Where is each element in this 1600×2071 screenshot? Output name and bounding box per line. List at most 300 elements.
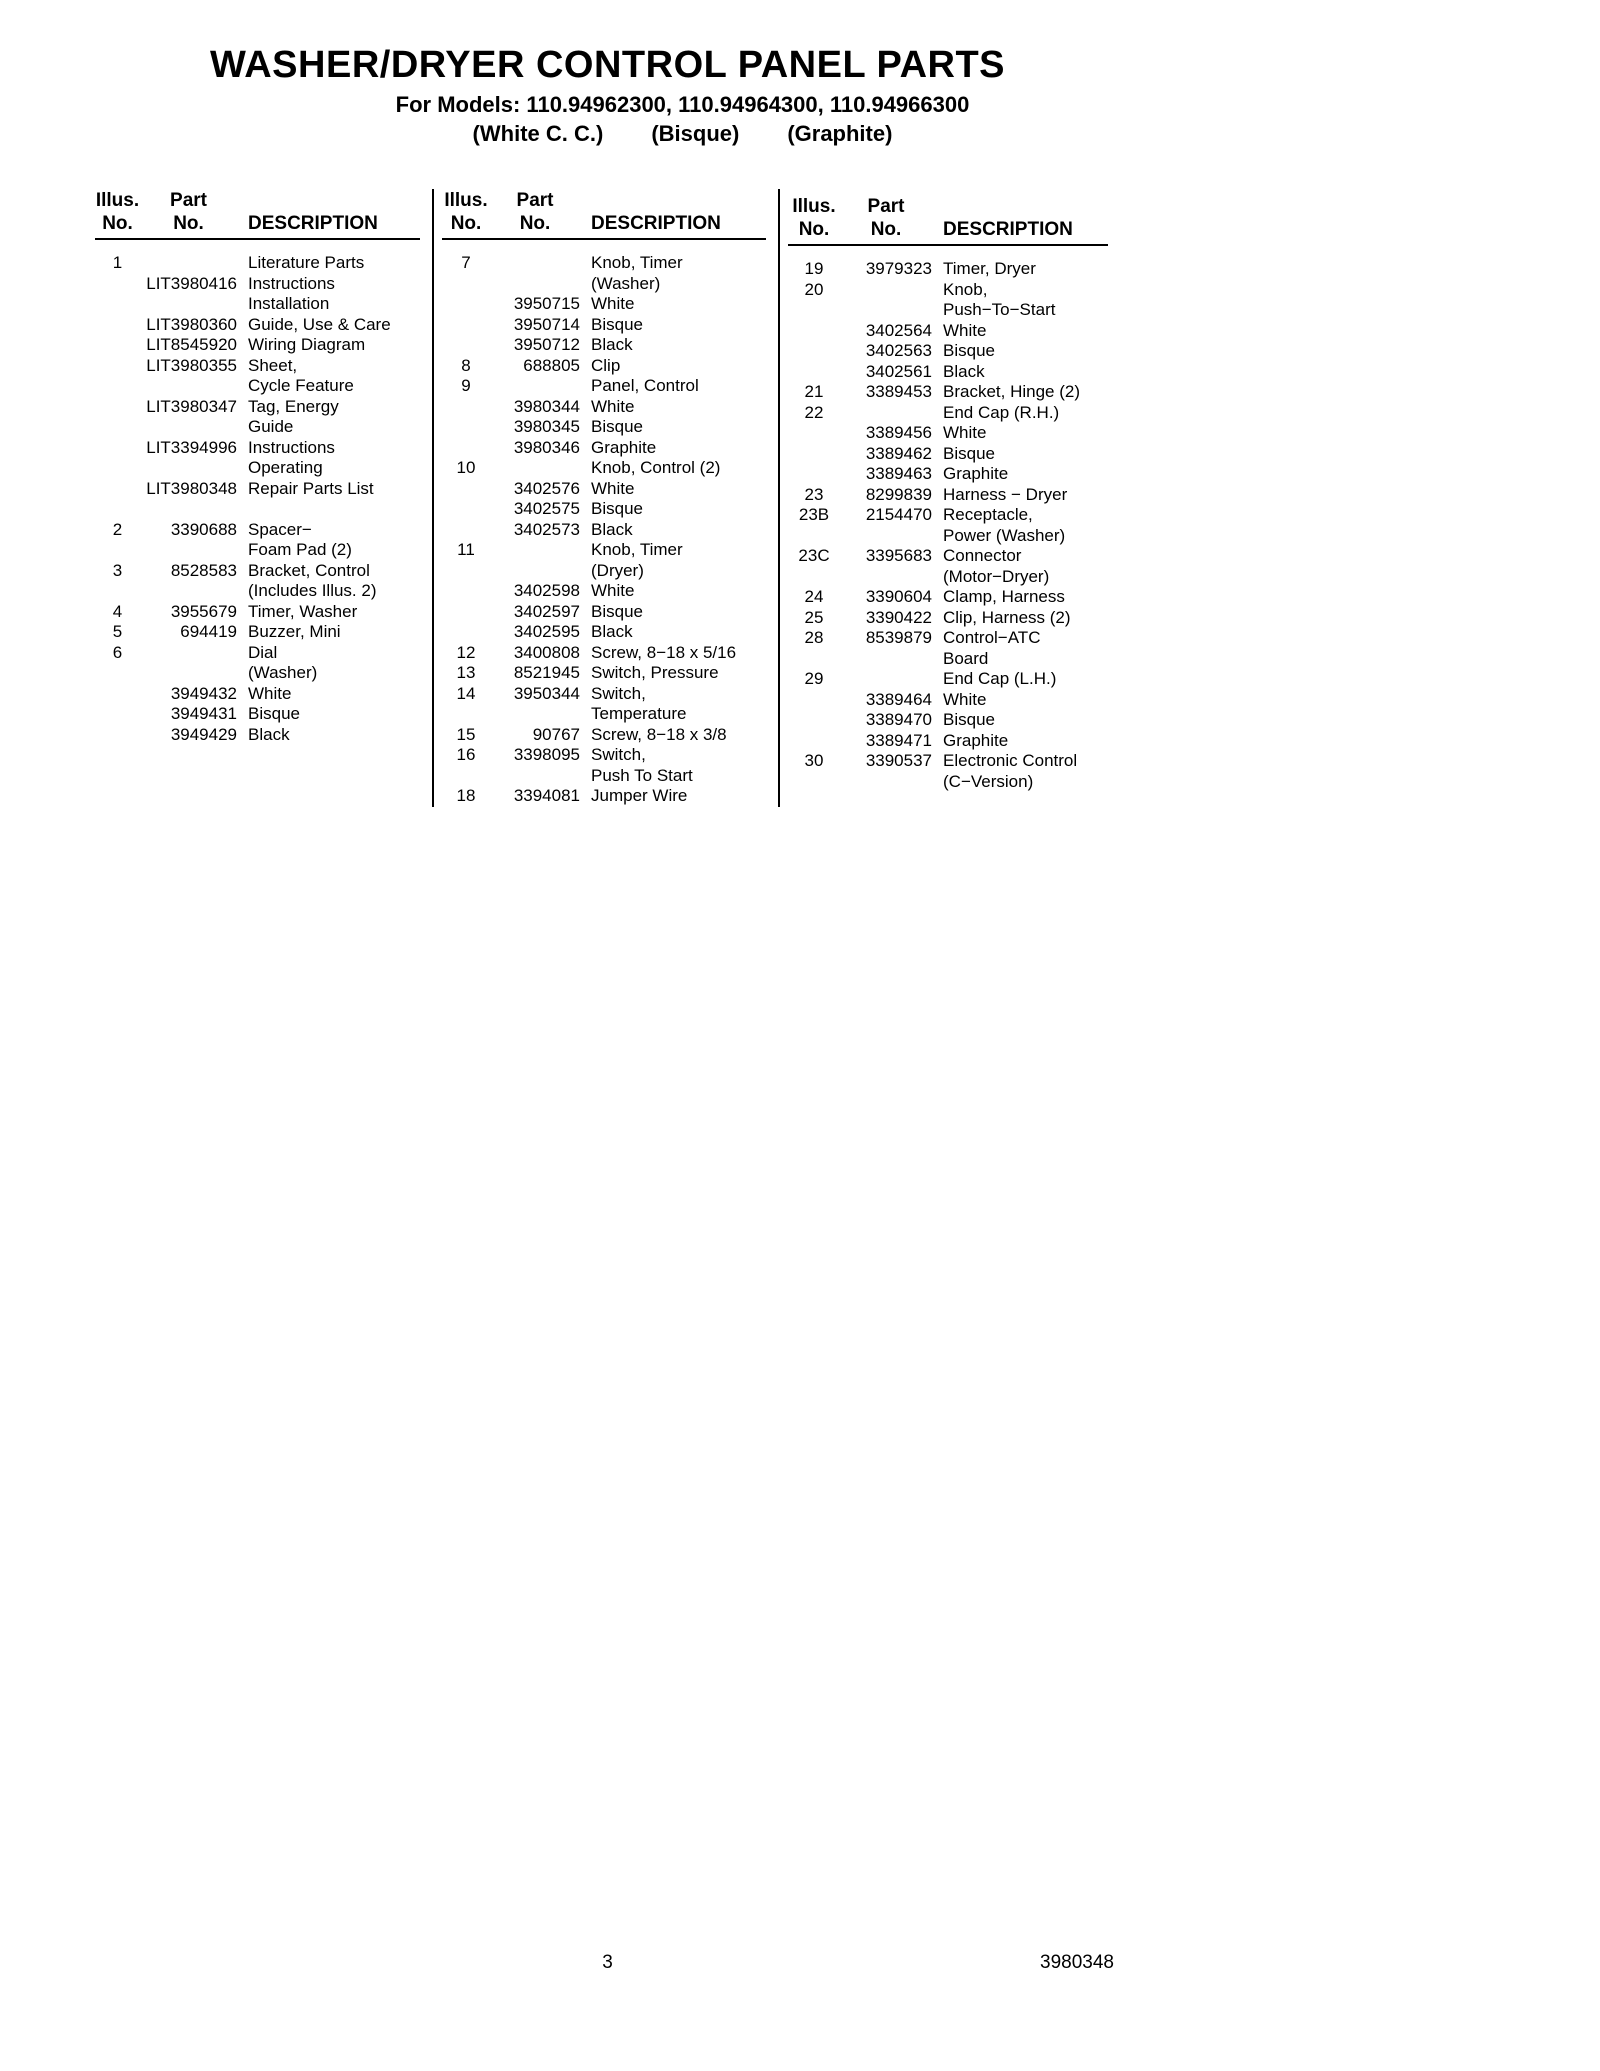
illus-no: 23B xyxy=(798,505,830,524)
table-row xyxy=(788,690,1120,711)
part-description: End Cap (R.H.) xyxy=(943,402,1060,422)
illus-no xyxy=(788,321,840,342)
part-description: Graphite xyxy=(943,730,1009,750)
part-no: 3398095 xyxy=(513,745,580,764)
part-description: Electronic Control xyxy=(943,751,1078,770)
table-row xyxy=(788,710,1120,731)
illus-no xyxy=(95,417,140,438)
part-no: 3400808 xyxy=(513,642,580,662)
table-row xyxy=(95,684,432,705)
part-no: 3402575 xyxy=(513,499,580,518)
part-description: Installation xyxy=(248,294,330,313)
color-variants xyxy=(95,121,1120,147)
header-desc-spacer xyxy=(580,189,778,212)
part-no: 3949431 xyxy=(170,704,237,723)
part-no: 3402561 xyxy=(865,361,932,381)
table-row xyxy=(442,704,778,725)
illus-no xyxy=(95,315,140,336)
illus-no xyxy=(442,581,490,602)
table-row xyxy=(442,315,778,336)
parts-column-2 xyxy=(432,189,778,807)
part-no xyxy=(140,417,237,438)
part-no: 3389464 xyxy=(865,689,932,709)
part-no: LIT3980416 xyxy=(146,273,237,293)
illus-no: 23 xyxy=(804,484,824,504)
part-description: Graphite xyxy=(591,437,657,457)
illus-no xyxy=(442,622,490,643)
part-no xyxy=(490,540,580,561)
illus-no: 5 xyxy=(112,622,123,641)
part-no xyxy=(490,704,580,725)
illus-no xyxy=(788,567,840,588)
part-no: 3980344 xyxy=(513,396,580,416)
part-no: LIT3980355 xyxy=(146,355,237,375)
illus-no xyxy=(788,690,840,711)
illus-no xyxy=(788,526,840,547)
illus-no: 19 xyxy=(804,259,824,278)
table-row xyxy=(442,376,778,397)
table-row xyxy=(442,581,778,602)
part-no xyxy=(140,253,237,274)
illus-no xyxy=(95,294,140,315)
illus-no xyxy=(788,731,840,752)
illus-no xyxy=(788,362,840,383)
part-description: Literature Parts xyxy=(248,253,365,272)
part-description: Bisque xyxy=(591,499,643,518)
part-no: 3394081 xyxy=(513,786,580,805)
part-no xyxy=(840,669,932,690)
table-row xyxy=(788,526,1120,547)
table-row xyxy=(788,485,1120,506)
part-description: White xyxy=(943,320,987,340)
table-row xyxy=(95,397,432,418)
part-no xyxy=(490,561,580,582)
illus-no xyxy=(442,479,490,500)
illus-no xyxy=(788,710,840,731)
table-row xyxy=(442,622,778,643)
part-no xyxy=(840,280,932,301)
illus-no xyxy=(95,684,140,705)
part-description: Knob, Timer xyxy=(591,253,683,272)
part-no xyxy=(140,376,237,397)
table-row xyxy=(788,669,1120,690)
table-row xyxy=(95,540,432,561)
part-description: Connector xyxy=(943,546,1022,565)
illus-no xyxy=(442,704,490,725)
illus-no xyxy=(442,274,490,295)
table-row xyxy=(788,382,1120,403)
part-no: 3390422 xyxy=(865,607,932,627)
part-no: 3402563 xyxy=(865,341,932,360)
part-description: Knob, Timer xyxy=(591,540,683,559)
part-no: 3390604 xyxy=(865,587,932,606)
part-no: 3389463 xyxy=(865,464,932,483)
header-row-2 xyxy=(788,218,1120,241)
table-row xyxy=(788,341,1120,362)
part-description: Bisque xyxy=(248,704,300,723)
table-row xyxy=(95,561,432,582)
part-description: (Includes Illus. 2) xyxy=(248,581,377,600)
illus-no xyxy=(95,581,140,602)
part-no xyxy=(140,458,237,479)
part-description: Repair Parts List xyxy=(248,478,374,498)
part-description: Black xyxy=(591,622,633,641)
table-row xyxy=(95,274,432,295)
part-no xyxy=(140,294,237,315)
part-description: Clip, Harness (2) xyxy=(943,607,1071,627)
part-description: (Washer) xyxy=(591,273,661,293)
part-no: 8299839 xyxy=(865,484,932,504)
part-description: Black xyxy=(591,335,633,354)
color-variant-label: (Graphite) xyxy=(787,121,893,146)
illus-no: 1 xyxy=(112,253,123,272)
table-row xyxy=(442,786,778,807)
table-row xyxy=(788,546,1120,567)
part-no xyxy=(840,403,932,424)
part-description: Black xyxy=(591,519,633,539)
illus-no: 2 xyxy=(112,519,123,539)
illus-no xyxy=(95,725,140,746)
header-row-2 xyxy=(442,212,778,235)
illus-no xyxy=(95,274,140,295)
illus-no xyxy=(95,356,140,377)
part-no: 3950714 xyxy=(513,314,580,334)
part-no: 688805 xyxy=(523,355,580,375)
part-no: 2154470 xyxy=(865,505,932,524)
part-no: 90767 xyxy=(532,724,580,744)
part-description: Instructions xyxy=(248,437,335,457)
part-description: Timer, Dryer xyxy=(943,259,1036,278)
illus-no xyxy=(788,444,840,465)
table-row xyxy=(442,417,778,438)
illus-no: 25 xyxy=(804,607,824,627)
illus-no: 29 xyxy=(804,669,824,688)
table-row xyxy=(788,751,1120,772)
part-no xyxy=(140,499,237,520)
part-description: (C−Version) xyxy=(943,771,1034,791)
part-no xyxy=(490,458,580,479)
illus-no xyxy=(95,540,140,561)
part-description: (Dryer) xyxy=(591,560,644,580)
table-row xyxy=(442,397,778,418)
part-description: White xyxy=(248,683,292,703)
part-no: 3980345 xyxy=(513,417,580,436)
part-description: Bisque xyxy=(943,341,995,360)
part-no: 3390537 xyxy=(865,751,932,770)
table-row xyxy=(442,766,778,787)
part-no: 8521945 xyxy=(513,663,580,682)
header-row-1 xyxy=(788,195,1120,218)
table-row xyxy=(442,561,778,582)
part-description: Clip xyxy=(591,355,621,375)
part-description: Wiring Diagram xyxy=(248,335,366,354)
part-no: 3402576 xyxy=(513,478,580,498)
illus-no: 7 xyxy=(461,253,471,272)
illus-no xyxy=(442,561,490,582)
table-row xyxy=(442,294,778,315)
illus-no: 23C xyxy=(798,546,830,565)
part-description: White xyxy=(591,294,635,313)
header-illus-line2: No. xyxy=(102,213,133,234)
table-row xyxy=(788,567,1120,588)
part-no xyxy=(140,643,237,664)
header-row-1 xyxy=(95,189,432,212)
table-row xyxy=(442,274,778,295)
page-title: WASHER/DRYER CONTROL PANEL PARTS xyxy=(209,44,1006,86)
part-no: 3949432 xyxy=(170,683,237,703)
part-no: 3955679 xyxy=(170,601,237,621)
part-description: Spacer− xyxy=(248,519,312,539)
illus-no xyxy=(788,649,840,670)
part-description: Knob, Control (2) xyxy=(591,458,721,477)
part-no: 3402597 xyxy=(513,601,580,621)
illus-no xyxy=(788,464,840,485)
table-row xyxy=(95,499,432,520)
part-description: (Washer) xyxy=(248,663,318,682)
table-row xyxy=(788,321,1120,342)
illus-no: 15 xyxy=(456,724,476,744)
part-description: Bracket, Control xyxy=(248,560,370,580)
part-description: Switch, Pressure xyxy=(591,663,719,682)
table-row xyxy=(95,663,432,684)
illus-no: 21 xyxy=(804,382,824,401)
table-row xyxy=(442,540,778,561)
header-part-line2: No. xyxy=(519,213,551,234)
part-no: 3402595 xyxy=(513,622,580,641)
part-description: Screw, 8−18 x 5/16 xyxy=(591,642,737,662)
illus-no xyxy=(788,300,840,321)
illus-no xyxy=(95,479,140,500)
part-description: Board xyxy=(943,648,989,668)
illus-no xyxy=(442,602,490,623)
illus-no: 24 xyxy=(804,587,824,606)
header-rule xyxy=(95,238,420,240)
parts-table xyxy=(95,189,1120,807)
header-desc-spacer xyxy=(932,195,1120,218)
table-header xyxy=(442,189,778,240)
part-description: Guide, Use & Care xyxy=(248,314,391,334)
part-description: Push To Start xyxy=(591,765,693,785)
header-part-line1: Part xyxy=(516,190,554,211)
header-illus-line1: Illus. xyxy=(444,190,488,211)
table-row xyxy=(788,731,1120,752)
header-illus-line2: No. xyxy=(450,213,482,234)
table-row xyxy=(788,403,1120,424)
table-row xyxy=(95,335,432,356)
part-description: Black xyxy=(248,724,290,744)
part-description: Dial xyxy=(248,642,278,662)
illus-no xyxy=(788,341,840,362)
illus-no: 10 xyxy=(456,458,476,477)
illus-no xyxy=(95,458,140,479)
illus-no: 6 xyxy=(112,642,123,662)
table-row xyxy=(95,643,432,664)
part-no xyxy=(840,526,932,547)
illus-no: 22 xyxy=(804,402,824,422)
illus-no xyxy=(788,423,840,444)
part-description: White xyxy=(943,689,987,709)
table-row xyxy=(788,423,1120,444)
color-variant-label: (White C. C.) xyxy=(472,121,604,146)
parts-column-1 xyxy=(95,189,432,807)
illus-no xyxy=(442,520,490,541)
table-row xyxy=(788,772,1120,793)
table-row xyxy=(95,315,432,336)
part-no: LIT3980360 xyxy=(146,314,237,334)
part-description: (Motor−Dryer) xyxy=(943,566,1050,586)
header-part-line2: No. xyxy=(870,219,902,240)
part-description: Screw, 8−18 x 3/8 xyxy=(591,724,727,744)
part-no: 3949429 xyxy=(170,724,237,744)
illus-no xyxy=(95,438,140,459)
illus-no xyxy=(442,417,490,438)
table-row xyxy=(788,300,1120,321)
illus-no xyxy=(95,397,140,418)
part-no: LIT3980348 xyxy=(146,478,237,498)
header-row-1 xyxy=(442,189,778,212)
part-no: 3402573 xyxy=(513,519,580,539)
table-row xyxy=(788,362,1120,383)
page-number: 3 xyxy=(602,1952,613,1973)
header-part-line1: Part xyxy=(867,196,905,217)
part-description: Bisque xyxy=(591,601,643,621)
part-no: 3390688 xyxy=(170,519,237,539)
table-row xyxy=(95,581,432,602)
table-row xyxy=(95,356,432,377)
part-description: Bisque xyxy=(943,710,995,729)
illus-no: 20 xyxy=(804,279,824,299)
part-description: White xyxy=(943,423,987,442)
part-description: Cycle Feature xyxy=(248,376,354,395)
illus-no: 11 xyxy=(457,540,475,559)
table-row xyxy=(442,745,778,766)
part-description: White xyxy=(591,581,635,600)
part-description: Bisque xyxy=(943,443,995,463)
illus-no: 16 xyxy=(456,745,476,764)
illus-no: 13 xyxy=(456,663,476,682)
illus-no: 14 xyxy=(456,683,476,703)
header-illus-line1: Illus. xyxy=(95,190,140,211)
part-no: 694419 xyxy=(180,622,237,641)
document-number: 3980348 xyxy=(1040,1952,1114,1973)
header-description: DESCRIPTION xyxy=(591,213,721,234)
color-variant-label: (Bisque) xyxy=(651,121,740,146)
part-no: 3389453 xyxy=(865,382,932,401)
part-description: Bracket, Hinge (2) xyxy=(943,382,1080,401)
table-row xyxy=(442,684,778,705)
table-row xyxy=(442,643,778,664)
part-description: Power (Washer) xyxy=(943,525,1066,545)
table-row xyxy=(788,444,1120,465)
part-description: Push−To−Start xyxy=(943,300,1056,319)
rows-column-2 xyxy=(442,253,778,807)
header-part-line2: No. xyxy=(173,213,204,234)
part-no: 3979323 xyxy=(865,259,932,278)
table-row xyxy=(442,335,778,356)
part-no: 3402598 xyxy=(513,581,580,600)
part-no: 3389462 xyxy=(865,443,932,463)
table-row xyxy=(95,438,432,459)
page-footer xyxy=(95,1952,1120,1980)
header-illus-line2: No. xyxy=(798,219,830,240)
table-row xyxy=(95,417,432,438)
header-row-2 xyxy=(95,212,432,235)
part-description: Temperature xyxy=(591,704,687,723)
part-no xyxy=(840,649,932,670)
part-no: 8539879 xyxy=(865,628,932,647)
part-description: Bisque xyxy=(591,417,643,436)
part-description: Clamp, Harness xyxy=(943,587,1065,606)
part-no xyxy=(140,663,237,684)
part-no: 3395683 xyxy=(865,546,932,565)
illus-no: 9 xyxy=(461,376,471,395)
table-row xyxy=(442,602,778,623)
part-description: Control−ATC xyxy=(943,628,1041,647)
part-description xyxy=(237,499,432,520)
part-no: 3950712 xyxy=(513,335,580,354)
part-no xyxy=(840,772,932,793)
table-row xyxy=(442,725,778,746)
header-desc-spacer xyxy=(237,189,432,212)
illus-no xyxy=(95,335,140,356)
part-description: Tag, Energy xyxy=(248,396,339,416)
part-description: Switch, xyxy=(591,745,646,764)
header-rule xyxy=(442,238,766,240)
part-no: 3402564 xyxy=(865,320,932,340)
table-row xyxy=(95,479,432,500)
table-row xyxy=(95,376,432,397)
part-description: Timer, Washer xyxy=(248,601,358,621)
part-no: LIT3980347 xyxy=(146,396,237,416)
table-row xyxy=(95,458,432,479)
parts-column-3 xyxy=(778,189,1120,807)
table-row xyxy=(788,628,1120,649)
part-description: Foam Pad (2) xyxy=(248,540,352,559)
table-row xyxy=(788,608,1120,629)
illus-no xyxy=(442,294,490,315)
part-no xyxy=(490,766,580,787)
table-row xyxy=(442,438,778,459)
part-no xyxy=(840,567,932,588)
part-description: Switch, xyxy=(591,683,646,703)
part-no: 3389470 xyxy=(865,710,932,729)
header-illus-line1: Illus. xyxy=(792,196,836,217)
illus-no: 4 xyxy=(112,601,123,621)
part-no xyxy=(490,253,580,274)
rows-column-3 xyxy=(788,259,1120,792)
header-rule xyxy=(788,244,1108,246)
table-row xyxy=(95,704,432,725)
part-no: 3389456 xyxy=(865,423,932,442)
table-row xyxy=(95,602,432,623)
part-no: 8528583 xyxy=(170,560,237,580)
table-row xyxy=(95,622,432,643)
illus-no xyxy=(442,499,490,520)
illus-no xyxy=(788,772,840,793)
illus-no xyxy=(95,499,140,520)
illus-no: 30 xyxy=(804,751,824,770)
part-no xyxy=(490,376,580,397)
part-no: LIT8545920 xyxy=(146,335,237,354)
part-description: End Cap (L.H.) xyxy=(943,669,1057,688)
part-description: Instructions xyxy=(248,273,335,293)
part-description: Buzzer, Mini xyxy=(248,622,341,641)
part-no: 3950344 xyxy=(513,683,580,703)
part-no xyxy=(140,540,237,561)
table-row xyxy=(442,520,778,541)
illus-no: 8 xyxy=(461,355,471,375)
table-row xyxy=(95,520,432,541)
